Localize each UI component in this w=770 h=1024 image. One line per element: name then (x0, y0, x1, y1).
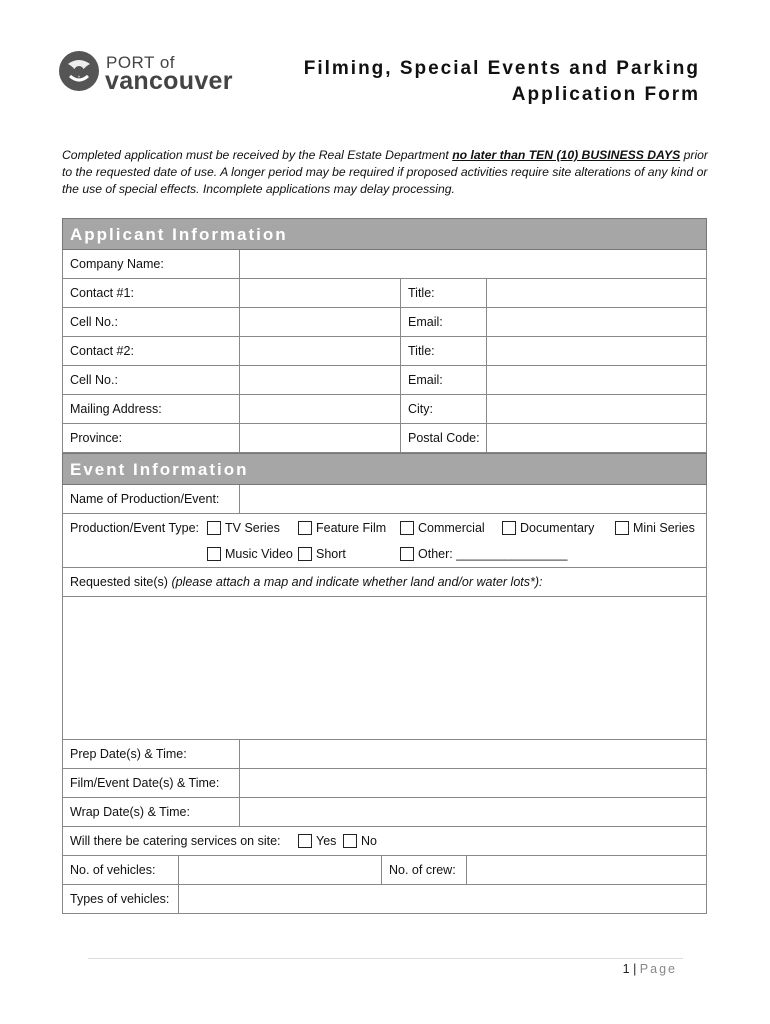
option-mini-series[interactable] (615, 521, 695, 535)
page-title (304, 56, 700, 108)
page-label: Page (639, 962, 677, 976)
row-production-name (62, 485, 707, 514)
row-company (62, 250, 707, 279)
option-documentary[interactable] (502, 521, 594, 535)
province-field[interactable] (240, 424, 401, 452)
page-separator: | (629, 962, 640, 976)
vehicles-field[interactable] (179, 856, 382, 884)
checkbox-documentary[interactable] (502, 521, 516, 535)
checkbox-mini-series[interactable] (615, 521, 629, 535)
label-mailing-address: Mailing Address: (63, 395, 240, 423)
section-heading-event: Event Information (62, 453, 707, 485)
label-music-video: Music Video (225, 547, 293, 561)
label-cell-1: Cell No.: (63, 308, 240, 336)
title-line-2: Application Form (511, 84, 700, 105)
title-1-field[interactable] (487, 279, 706, 307)
option-commercial[interactable] (400, 521, 485, 535)
checkbox-catering-yes[interactable] (298, 834, 312, 848)
checkbox-catering-no[interactable] (343, 834, 357, 848)
label-other: Other: ________________ (418, 547, 568, 561)
logo-text-vancouver: vancouver (105, 67, 233, 95)
row-production-type (62, 514, 707, 568)
port-logo (58, 50, 248, 98)
label-postal-code: Postal Code: (401, 424, 487, 452)
title-2-field[interactable] (487, 337, 706, 365)
email-2-field[interactable] (487, 366, 706, 394)
checkbox-short[interactable] (298, 547, 312, 561)
option-other[interactable] (400, 547, 567, 561)
row-vehicles (62, 856, 707, 885)
port-logo-icon (58, 50, 100, 92)
logo-text-port: PORT of (106, 53, 176, 72)
option-tv-series[interactable] (207, 521, 280, 535)
postal-code-field[interactable] (487, 424, 706, 452)
application-form (62, 218, 707, 914)
label-commercial: Commercial (418, 521, 485, 535)
row-cell1 (62, 308, 707, 337)
intro-text-1: Completed application must be received by the Real Estate Department (62, 148, 453, 162)
option-catering-yes[interactable] (298, 834, 336, 848)
option-music-video[interactable] (207, 547, 293, 561)
intro-paragraph (62, 147, 710, 198)
production-name-field[interactable] (240, 485, 706, 513)
wrap-dates-field[interactable] (240, 798, 706, 826)
page-number: 1 (622, 962, 630, 976)
intro-text-2: prior to the requested date of use. A longer period may be required if proposed activities require site alterations of any kind or the use of special effects. Incomplete applications may delay processing. (62, 148, 708, 196)
label-city: City: (401, 395, 487, 423)
row-requested-sites (62, 568, 707, 597)
checkbox-commercial[interactable] (400, 521, 414, 535)
label-catering-no: No (361, 834, 377, 848)
checkbox-tv-series[interactable] (207, 521, 221, 535)
requested-sites-text: Requested site(s) (70, 575, 172, 589)
label-documentary: Documentary (520, 521, 595, 535)
option-catering-no[interactable] (343, 834, 377, 848)
label-requested-sites (63, 568, 706, 596)
row-contact1 (62, 279, 707, 308)
row-prep-dates (62, 740, 707, 769)
city-field[interactable] (487, 395, 706, 423)
mailing-address-field[interactable] (240, 395, 401, 423)
option-short[interactable] (298, 547, 346, 561)
intro-deadline: no later than TEN (10) BUSINESS DAYS (452, 148, 681, 162)
checkbox-music-video[interactable] (207, 547, 221, 561)
checkbox-feature-film[interactable] (298, 521, 312, 535)
cell-1-field[interactable] (240, 308, 401, 336)
label-production-type: Production/Event Type: (70, 521, 200, 535)
row-wrap-dates (62, 798, 707, 827)
footer-divider (88, 958, 683, 959)
label-catering-yes: Yes (316, 834, 337, 848)
row-cell2 (62, 366, 707, 395)
label-film-dates: Film/Event Date(s) & Time: (63, 769, 240, 797)
requested-sites-field[interactable] (62, 597, 707, 740)
label-mini-series: Mini Series (633, 521, 695, 535)
label-production-name: Name of Production/Event: (63, 485, 240, 513)
label-vehicle-types: Types of vehicles: (63, 885, 179, 913)
section-heading-applicant: Applicant Information (62, 218, 707, 250)
label-contact-1: Contact #1: (63, 279, 240, 307)
company-name-field[interactable] (240, 250, 706, 278)
cell-2-field[interactable] (240, 366, 401, 394)
crew-field[interactable] (467, 856, 706, 884)
label-wrap-dates: Wrap Date(s) & Time: (63, 798, 240, 826)
label-crew: No. of crew: (382, 856, 467, 884)
label-company-name: Company Name: (63, 250, 240, 278)
label-short: Short (316, 547, 346, 561)
label-email-2: Email: (401, 366, 487, 394)
title-line-1: Filming, Special Events and Parking (303, 58, 700, 79)
label-email-1: Email: (401, 308, 487, 336)
label-province: Province: (63, 424, 240, 452)
label-title-2: Title: (401, 337, 487, 365)
row-contact2 (62, 337, 707, 366)
page-footer (623, 962, 677, 976)
vehicle-types-field[interactable] (179, 885, 706, 913)
label-feature-film: Feature Film (316, 521, 387, 535)
row-vehicle-types (62, 885, 707, 914)
row-province (62, 424, 707, 453)
email-1-field[interactable] (487, 308, 706, 336)
row-film-dates (62, 769, 707, 798)
row-mailing (62, 395, 707, 424)
label-tv-series: TV Series (225, 521, 280, 535)
row-catering (62, 827, 707, 856)
label-title-1: Title: (401, 279, 487, 307)
contact-1-field[interactable] (240, 279, 401, 307)
checkbox-other[interactable] (400, 547, 414, 561)
prep-dates-field[interactable] (240, 740, 706, 768)
label-contact-2: Contact #2: (63, 337, 240, 365)
label-prep-dates: Prep Date(s) & Time: (63, 740, 240, 768)
requested-sites-note: (please attach a map and indicate whether land and/or water lots*): (171, 575, 543, 589)
film-dates-field[interactable] (240, 769, 706, 797)
label-vehicles: No. of vehicles: (63, 856, 179, 884)
contact-2-field[interactable] (240, 337, 401, 365)
label-cell-2: Cell No.: (63, 366, 240, 394)
label-catering: Will there be catering services on site: (70, 834, 281, 848)
option-feature-film[interactable] (298, 521, 386, 535)
